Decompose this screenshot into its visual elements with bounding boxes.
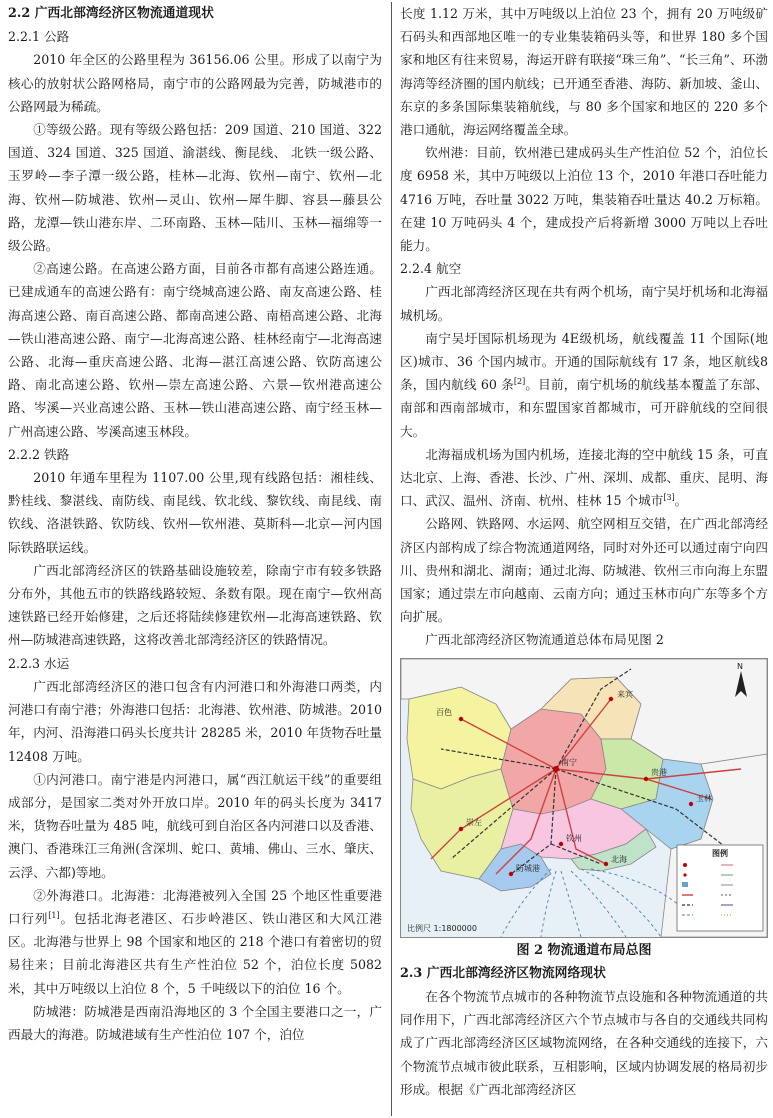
- water-paragraph-2: ①内河港口。南宁港是内河港口，属“西江航运干线”的重要组成部分，是国家二类对外开放口岸。2010 年的码头长度为 3417 米，货物吞吐量为 485 吨，航线可到自治区各内河港口以及香港、澳门、香港珠江三角洲(含深圳、蛇口、黄埔、佛山、三水、肇庆、云浮、六都)等地。: [8, 771, 382, 880]
- right-column: [400, 2, 768, 1101]
- map-legend: [677, 845, 763, 931]
- city-label-nanning: 南宁: [561, 757, 577, 767]
- city-label-chongzuo: 崇左: [466, 817, 482, 827]
- subsection-heading-rail: 2.2.2 铁路: [8, 446, 70, 462]
- water-paragraph-3-text: ②外海港口。北海港：北海港被列入全国 25 个地区性重要港口行列: [8, 887, 382, 926]
- city-label-baise: 百色: [436, 707, 452, 717]
- water-paragraph-3: [8, 884, 382, 1000]
- citation-1: [1]: [48, 910, 60, 920]
- air-paragraph-1: 广西北部湾经济区现在共有两个机场，南宁吴圩机场和北海福城机场。: [400, 284, 768, 323]
- logistics-map-svg: [401, 659, 767, 937]
- road-paragraph-2: ①等级公路。现有等级公路包括：209 国道、210 国道、322 国道、324 国道、325 国道、渝湛线、衡昆线、 北铁一级公路、玉罗岭—李子潭一级公路，桂林—北海、钦州—南宁、钦州—北海、钦州—防城港、钦州—灵山、钦州—犀牛脚、容县—藤县公路，龙潭—铁山港东岸、二环南路、玉林—陆川、玉林—福绵等一级公路。: [8, 122, 382, 254]
- north-label: N: [737, 661, 743, 671]
- figure-caption: 图 2 物流通道布局总图: [516, 942, 652, 958]
- citation-2: [2]: [513, 377, 526, 387]
- logistics-map-figure: [400, 658, 768, 938]
- city-label-guigang: 贵港: [651, 767, 667, 777]
- water-paragraph-4: 防城港：防城港是西南沿海地区的 3 个全国主要港口之一，广西最大的海港。防城港域有生产性泊位 107 个，泊位: [8, 1003, 382, 1042]
- fangcheng-port-paragraph-cont: 长度 1.12 万米，其中万吨级以上泊位 23 个，拥有 20 万吨级矿石码头和西部地区唯一的专业集装箱码头等，和世界 180 多个国家和地区有往来贸易，海运开辟有联接“珠三角”、“长三角”、环渤海湾等经济圈的国内航线；已开通至香港、海防、新加坡、釜山、东京的多条国际集装箱航线，与 80 多个国家和地区的 220 多个港口通航，海运网络覆盖全球。: [400, 6, 768, 138]
- water-paragraph-3-text-cont: 。包括北海老港区、石步岭港区、铁山港区和大风江港区。北海港与世界上 98 个国家和地区的 218 个港口有着密切的贸易往来；目前北海港区共有生产性泊位 52 个，泊位长度 5082 米，其中万吨级以上泊位 8 个，5 千吨级以下的泊位 16 个。: [8, 910, 383, 996]
- subsection-heading-water: 2.2.3 水运: [8, 655, 70, 671]
- air-paragraph-2-text: 南宁吴圩国际机场现为 4E级机场，航线覆盖 11 个国际(地区)城市、36 个国内城市。开通的国际航线有 17 条，地区航线8 条，国内航线 60 条: [400, 330, 768, 393]
- air-paragraph-3-text-cont: 。: [674, 493, 688, 509]
- subsection-heading-road: 2.2.1 公路: [8, 29, 70, 45]
- network-paragraph: 公路网、铁路网、水运网、航空网相互交错，在广西北部湾经济区内部构成了综合物流通道网络，同时对外还可以通过南宁向四川、贵州和湖北、湖南；通过北海、防城港、钦州三市向海上东盟国家；通过崇左市向越南、云南方向；通过玉林市向广东等多个方向扩展。: [400, 516, 768, 625]
- air-paragraph-3: [400, 443, 768, 513]
- section-heading-2-2: 2.2 广西北部湾经济区物流通道现状: [8, 6, 214, 21]
- air-paragraph-2-text-cont: 。目前，南宁机场的航线基本覆盖了东部、南部和西南部城市，和东盟国家首都城市，可开辟航线的空间很大。: [400, 377, 768, 439]
- rail-paragraph-1: 2010 年通车里程为 1107.00 公里,现有线路包括：湘桂线、黔桂线、黎湛线、南防线、南昆线、钦北线、黎钦线、南昆线、南钦线、洛湛铁路、钦防线、钦州—钦州港、莫斯科—北京—河内国际铁路联运线。: [8, 470, 382, 555]
- road-paragraph-1: 2010 年全区的公路里程为 36156.06 公里。形成了以南宁为核心的放射状公路网格局，南宁市的公路网最为完善，防城港市的公路网最为稀疏。: [8, 52, 382, 114]
- column-divider: [391, 2, 392, 1116]
- map-intro-paragraph: 广西北部湾经济区物流通道总体布局见图 2: [425, 632, 664, 648]
- map-scale: 比例尺 1:1800000: [407, 923, 477, 933]
- air-paragraph-3-text: 北海福成机场为国内机场，连接北海的空中航线 15 条，可直达北京、上海、香港、长沙、广州、深圳、成都、重庆、昆明、海口、武汉、温州、济南、杭州、桂林 15 个城市: [400, 446, 768, 509]
- air-paragraph-2: [400, 327, 768, 443]
- city-label-fangchenggang: 防城港: [516, 863, 540, 873]
- network-status-paragraph: 在各个物流节点城市的各种物流节点设施和各种物流通道的共同作用下，广西北部湾经济区六个节点城市与各自的交通线共同构成了广西北部湾经济区区域物流网络，在各种交通线的连接下，六个物流节点城市彼此联系，互相影响，区域内协调发展的格局初步形成。根据《广西北部湾经济区: [400, 988, 768, 1097]
- legend-port-icon: [682, 882, 688, 887]
- water-paragraph-1: 广西北部湾经济区的港口包含有内河港口和外海港口两类，内河港口有南宁港；外海港口包括：北海港、钦州港、防城港。2010 年，内河、沿海港口码头长度共计 28285 米，2010 年货物吞吐量 12408 万吨。: [8, 678, 382, 764]
- legend-capital-icon: [683, 863, 687, 867]
- qinzhou-port-paragraph: 钦州港：目前，钦州港已建成码头生产性泊位 52 个，泊位长度 6958 米，其中万吨级以上泊位 13 个，2010 年港口吞吐能力 4716 万吨，吞吐量 3022 万吨，集装箱吞吐量达 40.2 万标箱。在建 10 万吨码头 4 个，建成投产后将新增 3000 万吨以上吞吐能力。: [400, 145, 768, 254]
- legend-city-icon: [683, 873, 686, 876]
- citation-3: [3]: [663, 493, 675, 503]
- subsection-heading-air: 2.2.4 航空: [400, 261, 462, 277]
- rail-paragraph-2: 广西北部湾经济区的铁路基础设施较差，除南宁市有较多铁路分布外，其他五市的铁路线路较短、条数有限。现在南宁—钦州高速铁路已经开始修建，之后还将陆续修建钦州—北海高速铁路、钦州—防城港高速铁路，这将改善北部湾经济区的铁路情况。: [8, 562, 382, 648]
- city-label-laibin: 来宾: [617, 689, 633, 699]
- city-label-yulin: 玉林: [696, 793, 712, 803]
- road-paragraph-3: ②高速公路。在高速公路方面，目前各市都有高速公路连通。已建成通车的高速公路有：南宁绕城高速公路、南友高速公路、桂海高速公路、南百高速公路、都南高速公路、南梧高速公路、北海—铁山港高速公路、南宁—北海高速公路、桂林经南宁—北海高速公路、北海—重庆高速公路、北海—湛江高速公路、钦防高速公路、南北高速公路、钦州—崇左高速公路、六景—钦州港高速公路、岑溪—兴业高速公路、玉林—铁山港高速公路、南宁经玉林—广州高速公路、岑溪高速玉林段。: [8, 261, 382, 439]
- legend-title: 图例: [712, 848, 728, 858]
- left-column: [8, 2, 382, 1046]
- city-label-qinzhou: 钦州: [566, 833, 582, 843]
- city-label-beihai: 北海: [611, 854, 627, 864]
- section-heading-2-3: 2.3 广西北部湾经济区物流网络现状: [400, 965, 606, 981]
